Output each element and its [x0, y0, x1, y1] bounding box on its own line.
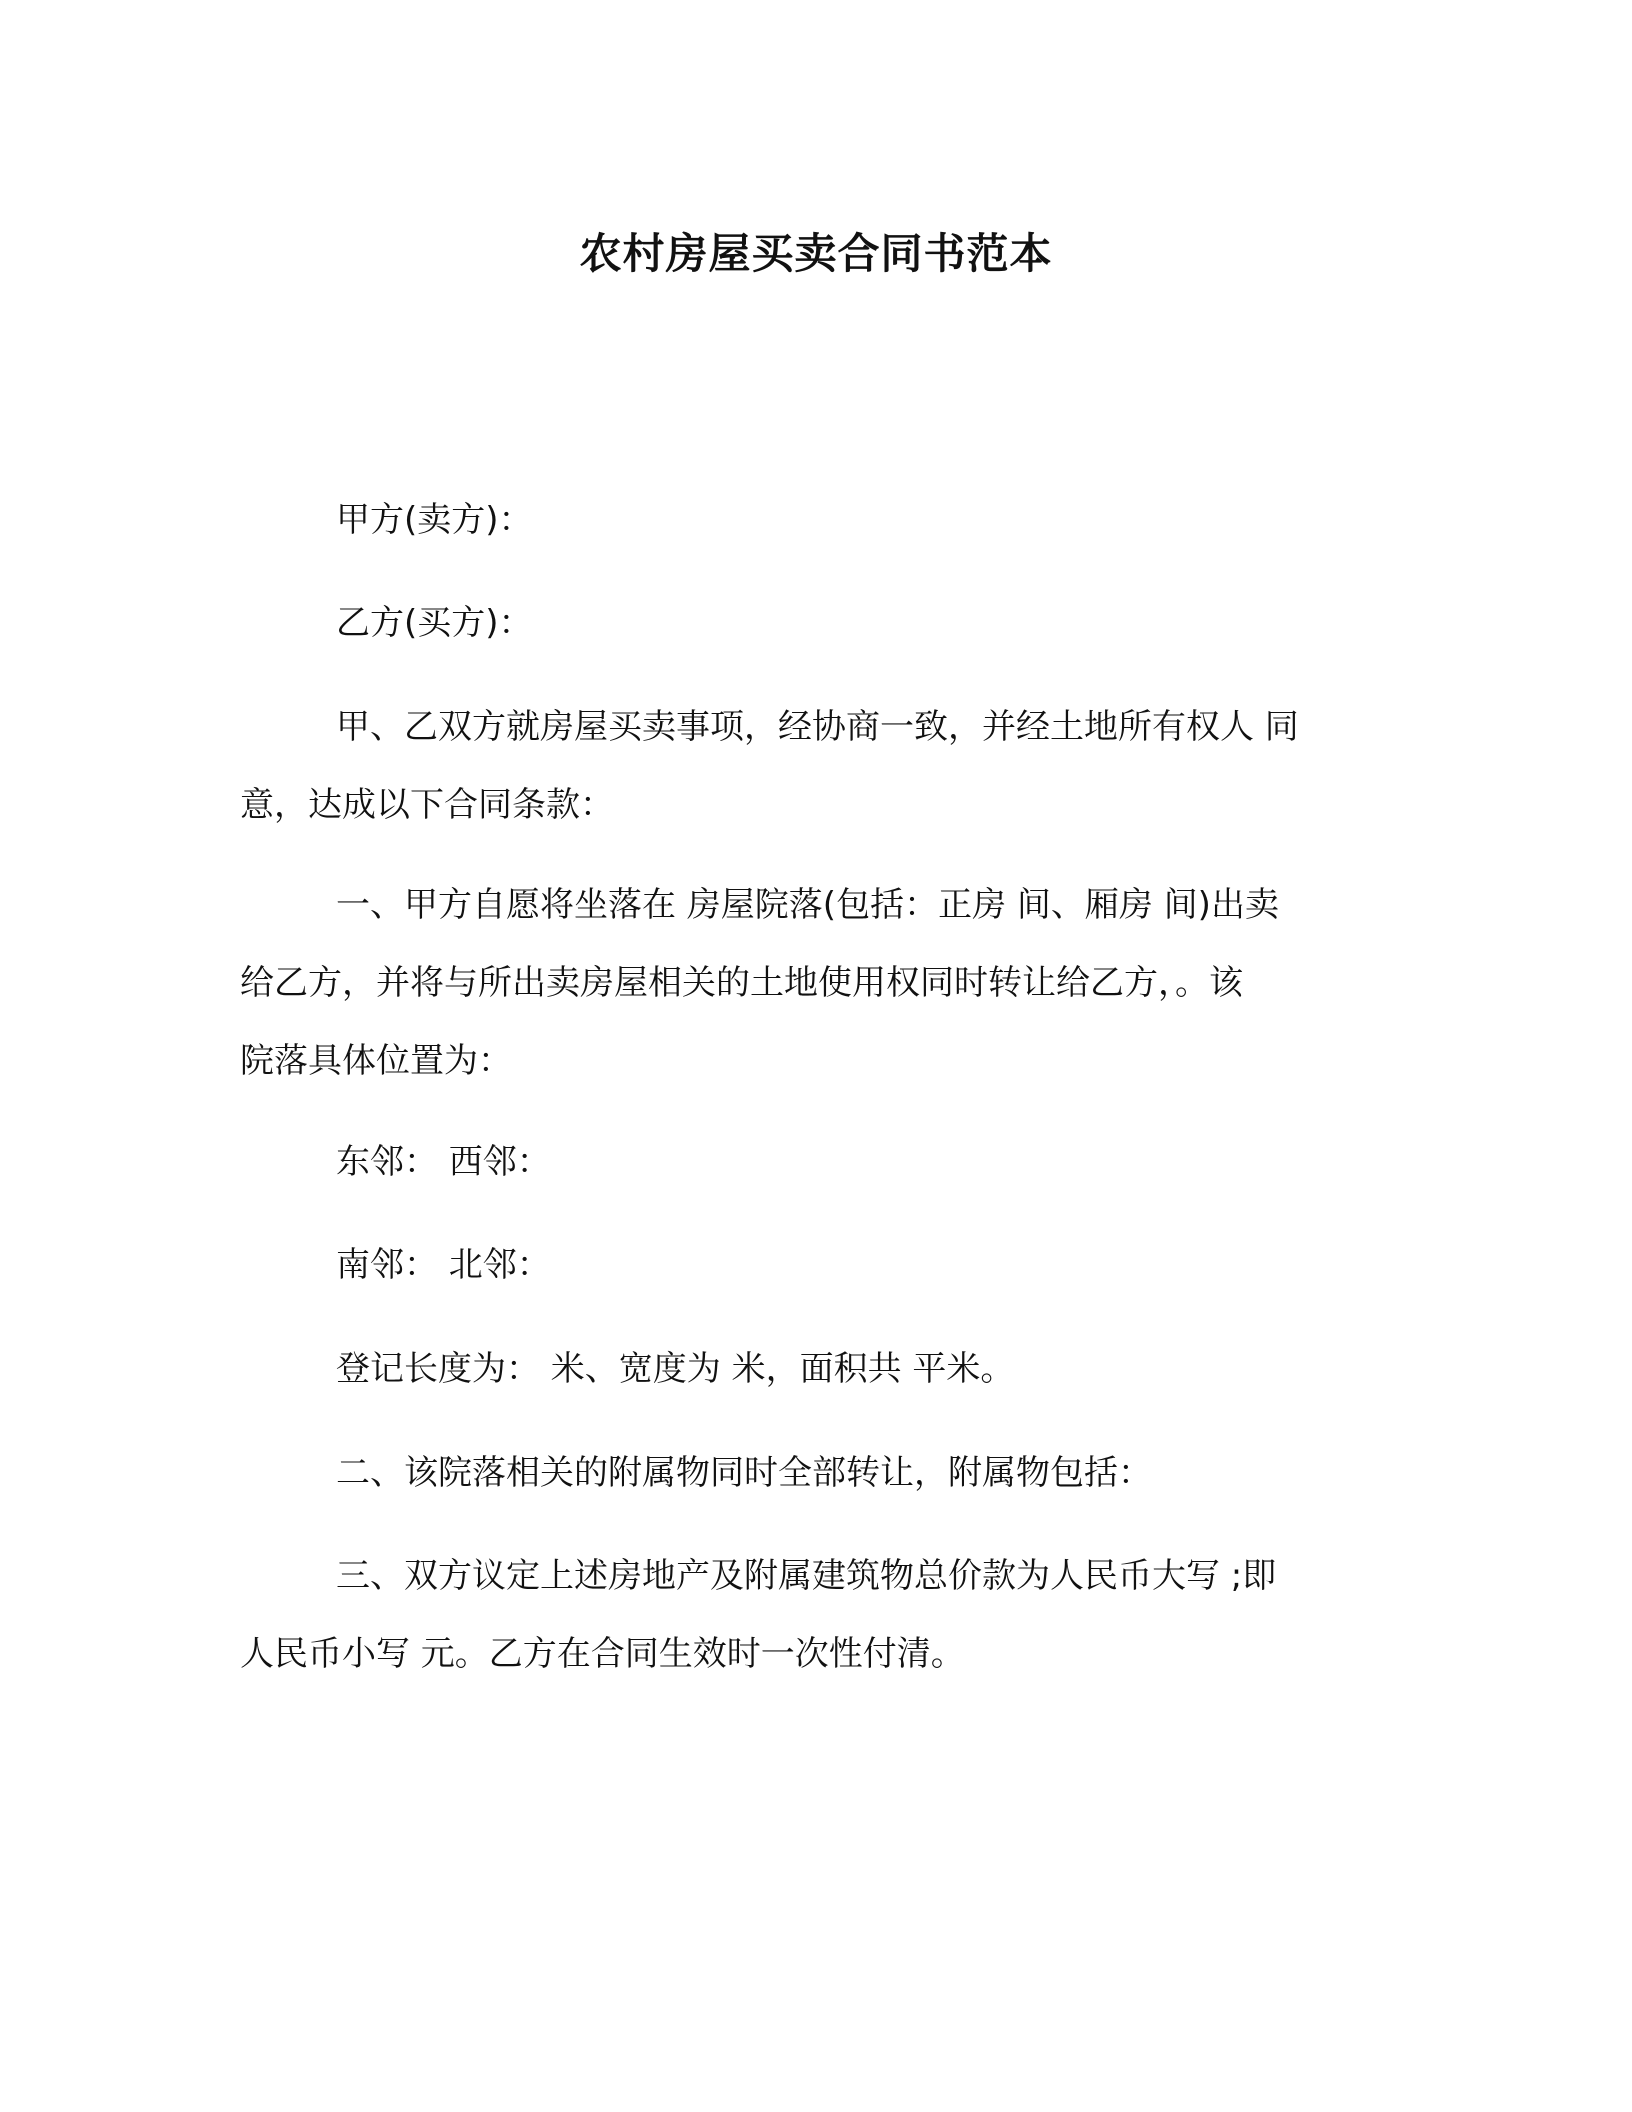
clause-1-line-3: 院落具体位置为：	[240, 1041, 512, 1081]
document-title: 农村房屋买卖合同书范本	[579, 229, 1053, 278]
south-north-neighbors: 南邻： 北邻：	[336, 1245, 551, 1285]
clause-2-line: 二、该院落相关的附属物同时全部转让，附属物包括：	[336, 1453, 1152, 1493]
clause-3-line-1: 三、双方议定上述房地产及附属建筑物总价款为人民币大写 ;即	[336, 1556, 1277, 1596]
clause-3-line-2: 人民币小写 元。乙方在合同生效时一次性付清。	[240, 1634, 965, 1674]
intro-line-2: 意，达成以下合同条款：	[240, 785, 614, 825]
party-a-line: 甲方(卖方)：	[336, 500, 533, 540]
intro-paragraph	[240, 688, 1390, 844]
clause-1-line-2: 给乙方，并将与所出卖房屋相关的土地使用权同时转让给乙方，。该	[240, 963, 1243, 1003]
clause-1-paragraph	[240, 866, 1390, 1100]
dimensions-line: 登记长度为： 米、宽度为 米，面积共 平米。	[336, 1349, 1015, 1389]
intro-line-1: 甲、乙双方就房屋买卖事项，经协商一致，并经土地所有权人 同	[336, 707, 1299, 747]
clause-1-line-1: 一、甲方自愿将坐落在 房屋院落(包括：正房 间、厢房 间)出卖	[336, 885, 1279, 925]
clause-3-paragraph	[240, 1537, 1390, 1693]
party-b-line: 乙方(买方)：	[336, 603, 533, 643]
east-west-neighbors: 东邻： 西邻：	[336, 1142, 551, 1182]
